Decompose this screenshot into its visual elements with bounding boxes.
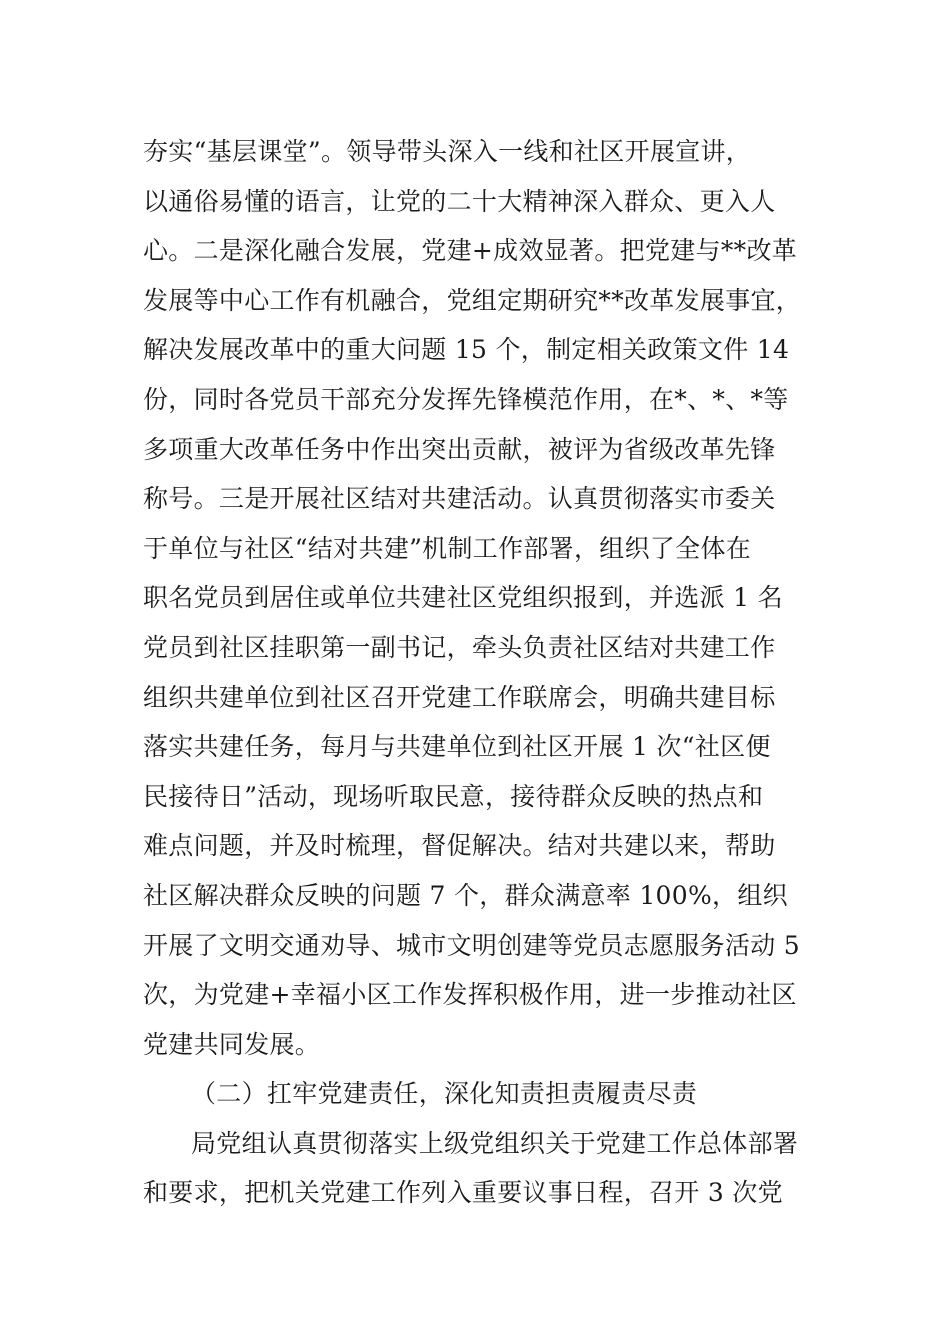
- paragraph-line-6: 份，同时各党员干部充分发挥先锋模范作用，在*、*、*等: [143, 384, 789, 414]
- paragraph-line-17: 开展了文明交通劝导、城市文明创建等党员志愿服务活动 5: [143, 930, 800, 960]
- paragraph-line-2: 以通俗易懂的语言，让党的二十大精神深入群众、更入人: [143, 186, 776, 216]
- paragraph-line-21: 局党组认真贯彻落实上级党组织关于党建工作总体部署: [191, 1128, 799, 1158]
- paragraph-line-19: 党建共同发展。: [143, 1029, 321, 1059]
- paragraph-line-18: 次，为党建+幸福小区工作发挥积极作用，进一步推动社区: [143, 980, 797, 1010]
- paragraph-line-3: 心。二是深化融合发展，党建+成效显著。把党建与**改革: [143, 236, 798, 266]
- paragraph-line-1: 夯实“基层课堂”。领导带头深入一线和社区开展宣讲，: [143, 137, 752, 166]
- paragraph-line-16: 社区解决群众反映的问题 7 个，群众满意率 100%，组织: [143, 880, 788, 910]
- document-body: [143, 127, 823, 1218]
- paragraph-line-15: 难点问题，并及时梳理，督促解决。结对共建以来，帮助: [143, 831, 776, 861]
- paragraph-line-9: 于单位与社区“结对共建”机制工作部署，组织了全体在: [143, 533, 752, 563]
- paragraph-line-13: 落实共建任务，每月与共建单位到社区开展 1 次“社区便: [143, 732, 771, 762]
- paragraph-line-10: 职名党员到居住或单位共建社区党组织报到，并选派 1 名: [143, 583, 783, 613]
- paragraph-line-8: 称号。三是开展社区结对共建活动。认真贯彻落实市委关: [143, 484, 776, 514]
- paragraph-line-11: 党员到社区挂职第一副书记，牵头负责社区结对共建工作: [143, 632, 776, 662]
- section-heading: （二）扛牢党建责任，深化知责担责履责尽责: [191, 1079, 698, 1109]
- paragraph-line-22: 和要求，把机关党建工作列入重要议事日程，召开 3 次党: [143, 1178, 783, 1208]
- paragraph-line-14: 民接待日”活动，现场听取民意，接待群众反映的热点和: [143, 781, 764, 811]
- paragraph-line-7: 多项重大改革任务中作出突出贡献，被评为省级改革先锋: [143, 434, 776, 464]
- paragraph-line-12: 组织共建单位到社区召开党建工作联席会，明确共建目标: [143, 682, 776, 712]
- paragraph-line-4: 发展等中心工作有机融合，党组定期研究**改革发展事宜，: [143, 285, 802, 315]
- paragraph-line-5: 解决发展改革中的重大问题 15 个，制定相关政策文件 14: [143, 335, 790, 365]
